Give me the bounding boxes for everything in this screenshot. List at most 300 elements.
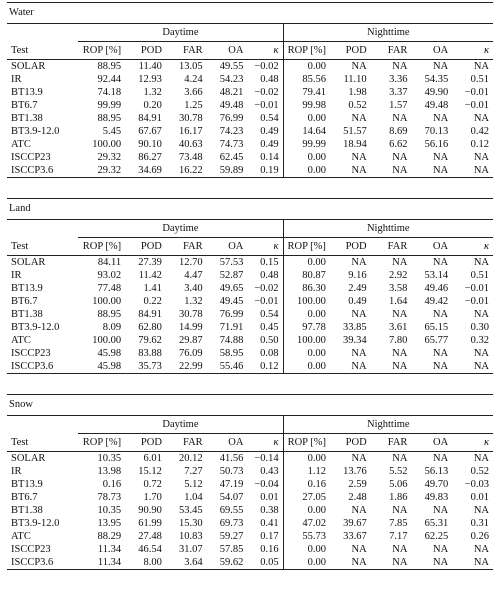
value-cell: NA (433, 505, 449, 516)
value-cell: 0.49 (348, 296, 367, 307)
value-cell: 11.34 (97, 544, 122, 555)
value-cell: 7.80 (388, 335, 408, 346)
value-cell: 56.16 (424, 139, 449, 150)
value-cell: 47.19 (219, 479, 244, 490)
value-cell: 30.78 (179, 113, 203, 124)
value-cell: 51.57 (343, 126, 367, 137)
value-cell: 41.56 (219, 453, 244, 464)
value-cell: 27.39 (138, 257, 162, 268)
value-cell: 0.00 (283, 543, 330, 556)
value-cell: NA (351, 257, 367, 268)
value-cell: 49.42 (424, 296, 449, 307)
value-cell: 0.12 (470, 139, 489, 150)
value-cell: NA (432, 257, 449, 268)
test-name-cell: BT3.9-12.0 (11, 126, 60, 137)
value-cell: 49.65 (219, 283, 244, 294)
value-cell: 56.13 (424, 466, 449, 477)
night-pod-header: POD (330, 42, 371, 60)
value-cell: 45.98 (97, 348, 122, 359)
value-cell: 0.72 (143, 479, 162, 490)
value-cell: NA (330, 360, 371, 374)
value-cell: 59.27 (219, 531, 244, 542)
test-name-cell: IR (11, 466, 22, 477)
night-oa-header: OA (411, 434, 452, 452)
value-cell: 8.00 (125, 556, 166, 570)
night-pod-header: POD (330, 238, 371, 256)
value-cell: 3.37 (389, 87, 408, 98)
value-cell: 0.54 (260, 309, 279, 320)
test-name-cell: ISCCP23 (11, 348, 51, 359)
value-cell: 22.99 (166, 360, 207, 374)
value-cell: −0.03 (464, 479, 489, 490)
value-cell: 0.14 (260, 152, 279, 163)
value-cell: 0.50 (260, 335, 279, 346)
value-cell: 76.09 (179, 348, 203, 359)
value-cell: −0.01 (254, 100, 279, 111)
value-cell: 0.16 (260, 544, 279, 555)
water-table (7, 2, 493, 178)
value-cell: 0.00 (283, 256, 330, 270)
night-kappa-header: κ (452, 434, 493, 452)
value-cell: 0.16 (283, 478, 330, 491)
value-cell: −0.14 (254, 453, 279, 464)
value-cell: 83.88 (138, 348, 162, 359)
land-table (7, 198, 493, 374)
value-cell: 76.99 (219, 113, 244, 124)
value-cell: 0.00 (283, 360, 330, 374)
value-cell: NA (351, 505, 367, 516)
day-oa-header: OA (207, 434, 248, 452)
value-cell: NA (330, 164, 371, 178)
table-row (7, 321, 493, 334)
value-cell: 76.99 (219, 309, 244, 320)
value-cell: NA (433, 152, 449, 163)
value-cell: 11.40 (138, 61, 162, 72)
value-cell: 86.27 (138, 152, 162, 163)
night-far-header: FAR (371, 238, 412, 256)
value-cell: NA (433, 544, 449, 555)
value-cell: 16.17 (179, 126, 203, 137)
value-cell: 90.90 (138, 505, 162, 516)
value-cell: NA (433, 113, 449, 124)
value-cell: 100.00 (283, 295, 330, 308)
table-row (7, 164, 493, 178)
day-oa-header: OA (207, 42, 248, 60)
test-name-cell: BT13.9 (11, 283, 43, 294)
test-name-cell: ISCCP3.6 (7, 556, 78, 570)
day-rop-header: ROP [%] (78, 238, 125, 256)
value-cell: NA (351, 309, 367, 320)
value-cell: 0.15 (260, 257, 279, 268)
value-cell: −0.02 (254, 283, 279, 294)
value-cell: NA (392, 257, 408, 268)
value-cell: 1.04 (184, 492, 203, 503)
value-cell: 15.30 (179, 518, 203, 529)
value-cell: 9.16 (348, 270, 367, 281)
value-cell: 0.52 (348, 100, 367, 111)
value-cell: 0.31 (470, 518, 489, 529)
value-cell: 0.43 (260, 466, 279, 477)
value-cell: 34.69 (125, 164, 166, 178)
day-far-header: FAR (166, 434, 207, 452)
test-name-cell: BT1.38 (11, 113, 43, 124)
test-name-cell: IR (11, 270, 22, 281)
value-cell: 39.67 (343, 518, 367, 529)
night-rop-header: ROP [%] (283, 238, 330, 256)
day-pod-header: POD (125, 434, 166, 452)
test-name-cell: BT6.7 (11, 296, 38, 307)
value-cell: 0.52 (470, 466, 489, 477)
value-cell: NA (330, 556, 371, 570)
value-cell: NA (452, 164, 493, 178)
day-kappa-header: κ (247, 42, 283, 60)
value-cell: NA (473, 505, 489, 516)
value-cell: NA (392, 544, 408, 555)
table-row (7, 452, 493, 466)
value-cell: 57.53 (219, 257, 244, 268)
value-cell: NA (432, 348, 449, 359)
table-row (7, 86, 493, 99)
value-cell: 57.85 (219, 544, 244, 555)
value-cell: 0.16 (102, 479, 122, 490)
test-column-header: Test (7, 434, 78, 452)
value-cell: 65.77 (424, 335, 449, 346)
value-cell: 12.70 (179, 257, 203, 268)
value-cell: NA (473, 348, 489, 359)
value-cell: 18.94 (343, 139, 367, 150)
value-cell: −0.01 (464, 283, 489, 294)
table-row (7, 295, 493, 308)
value-cell: 5.06 (389, 479, 408, 490)
value-cell: 69.55 (219, 505, 244, 516)
value-cell: −0.02 (254, 61, 279, 72)
night-far-header: FAR (371, 42, 412, 60)
value-cell: NA (351, 544, 367, 555)
value-cell: NA (473, 257, 489, 268)
value-cell: 88.95 (97, 61, 122, 72)
test-name-cell: BT13.9 (11, 87, 43, 98)
test-name-cell: ISCCP3.6 (7, 360, 78, 374)
value-cell: 54.23 (219, 74, 244, 85)
value-cell: −0.04 (254, 479, 279, 490)
value-cell: NA (371, 360, 412, 374)
table-row (7, 465, 493, 478)
value-cell: 0.32 (470, 335, 489, 346)
value-cell: 10.35 (97, 505, 122, 516)
value-cell: NA (392, 113, 408, 124)
night-kappa-header: κ (452, 42, 493, 60)
value-cell: 92.44 (97, 74, 122, 85)
value-cell: NA (392, 309, 408, 320)
test-name-cell: BT3.9-12.0 (11, 518, 60, 529)
day-oa-header: OA (207, 238, 248, 256)
header-spacer (7, 416, 78, 434)
value-cell: NA (392, 453, 408, 464)
test-column-header: Test (7, 238, 78, 256)
value-cell: 15.12 (138, 466, 162, 477)
value-cell: 0.49 (260, 139, 279, 150)
value-cell: 40.63 (179, 139, 203, 150)
value-cell: 74.18 (97, 87, 122, 98)
value-cell: NA (432, 309, 449, 320)
table-row (7, 360, 493, 374)
value-cell: 55.46 (207, 360, 248, 374)
value-cell: 2.59 (348, 479, 367, 490)
value-cell: NA (411, 164, 452, 178)
value-cell: 3.64 (166, 556, 207, 570)
value-cell: −0.01 (254, 296, 279, 307)
value-cell: 11.34 (78, 556, 125, 570)
table-row (7, 125, 493, 138)
value-cell: 84.91 (138, 309, 162, 320)
value-cell: NA (392, 505, 408, 516)
night-kappa-header: κ (452, 238, 493, 256)
value-cell: 1.70 (143, 492, 162, 503)
value-cell: 1.12 (283, 465, 330, 478)
snow-table (7, 394, 493, 570)
value-cell: 3.66 (184, 87, 203, 98)
value-cell: 0.08 (260, 348, 279, 359)
value-cell: 13.05 (179, 61, 203, 72)
value-cell: 1.64 (388, 296, 408, 307)
table-row (7, 530, 493, 543)
value-cell: 0.00 (283, 112, 330, 125)
value-cell: 11.10 (343, 74, 367, 85)
value-cell: 62.45 (219, 152, 244, 163)
value-cell: 1.32 (184, 296, 203, 307)
value-cell: 7.17 (389, 531, 408, 542)
value-cell: NA (392, 348, 408, 359)
value-cell: 53.14 (424, 270, 449, 281)
table-row (7, 60, 493, 74)
night-far-header: FAR (371, 434, 412, 452)
value-cell: 4.24 (184, 74, 203, 85)
table-row (7, 478, 493, 491)
value-cell: 5.12 (184, 479, 203, 490)
value-cell: 13.95 (97, 518, 122, 529)
value-cell: 59.62 (207, 556, 248, 570)
nighttime-header: Nighttime (283, 24, 493, 42)
value-cell: 53.45 (179, 505, 203, 516)
value-cell: 29.32 (78, 164, 125, 178)
day-far-header: FAR (166, 238, 207, 256)
value-cell: 0.00 (283, 151, 330, 164)
daytime-header: Daytime (78, 220, 283, 238)
value-cell: 49.83 (424, 492, 449, 503)
value-cell: 33.67 (343, 531, 367, 542)
value-cell: 0.01 (470, 492, 489, 503)
value-cell: 0.54 (260, 113, 279, 124)
test-name-cell: IR (11, 74, 22, 85)
value-cell: 8.69 (389, 126, 408, 137)
value-cell: −0.02 (254, 87, 279, 98)
test-name-cell: BT1.38 (11, 505, 43, 516)
value-cell: 2.92 (388, 270, 408, 281)
value-cell: 35.73 (125, 360, 166, 374)
value-cell: NA (473, 544, 489, 555)
value-cell: 55.73 (283, 530, 330, 543)
section-title: Snow (7, 395, 493, 416)
day-rop-header: ROP [%] (78, 434, 125, 452)
value-cell: 77.48 (97, 283, 122, 294)
value-cell: 0.41 (260, 518, 279, 529)
value-cell: 1.41 (143, 283, 162, 294)
value-cell: 7.27 (184, 466, 203, 477)
value-cell: 70.13 (424, 126, 449, 137)
value-cell: 8.09 (102, 322, 122, 333)
value-cell: 0.01 (260, 492, 279, 503)
value-cell: 100.00 (283, 334, 330, 347)
value-cell: NA (392, 61, 408, 72)
value-cell: 0.51 (470, 74, 489, 85)
value-cell: NA (473, 152, 489, 163)
value-cell: 54.35 (424, 74, 449, 85)
value-cell: 0.26 (470, 531, 489, 542)
value-cell: 52.87 (219, 270, 244, 281)
value-cell: 3.61 (388, 322, 408, 333)
value-cell: 27.48 (138, 531, 162, 542)
section-title: Water (7, 3, 493, 24)
value-cell: −0.01 (464, 87, 489, 98)
value-cell: 73.48 (179, 152, 203, 163)
value-cell: 5.52 (389, 466, 408, 477)
table-row (7, 73, 493, 86)
test-name-cell: SOLAR (11, 61, 46, 72)
test-name-cell: SOLAR (11, 453, 46, 464)
table-row (7, 308, 493, 321)
value-cell: 0.00 (283, 308, 330, 321)
test-name-cell: BT3.9-12.0 (11, 322, 60, 333)
table-row (7, 151, 493, 164)
value-cell: 99.99 (97, 100, 122, 111)
value-cell: 0.48 (260, 270, 279, 281)
value-cell: 0.17 (260, 531, 279, 542)
test-name-cell: ISCCP3.6 (7, 164, 78, 178)
table-row (7, 543, 493, 556)
value-cell: 4.47 (184, 270, 203, 281)
value-cell: 0.00 (283, 164, 330, 178)
value-cell: NA (371, 164, 412, 178)
value-cell: 10.83 (179, 531, 203, 542)
value-cell: 0.30 (470, 322, 489, 333)
value-cell: 62.25 (424, 531, 449, 542)
value-cell: 0.00 (283, 556, 330, 570)
header-spacer (7, 220, 78, 238)
value-cell: 29.32 (97, 152, 122, 163)
value-cell: 12.93 (138, 74, 162, 85)
value-cell: 20.12 (179, 453, 203, 464)
table-row (7, 112, 493, 125)
value-cell: 90.10 (138, 139, 162, 150)
table-row (7, 504, 493, 517)
value-cell: NA (473, 113, 489, 124)
value-cell: 59.89 (207, 164, 248, 178)
value-cell: NA (351, 61, 367, 72)
value-cell: 88.29 (97, 531, 122, 542)
value-cell: NA (473, 309, 489, 320)
value-cell: 74.23 (219, 126, 244, 137)
value-cell: 33.85 (342, 322, 367, 333)
value-cell: 14.99 (179, 322, 203, 333)
value-cell: 7.85 (389, 518, 408, 529)
value-cell: 97.78 (283, 321, 330, 334)
value-cell: 49.48 (219, 100, 244, 111)
value-cell: 0.05 (247, 556, 283, 570)
daytime-header: Daytime (78, 24, 283, 42)
table-row (7, 99, 493, 112)
value-cell: NA (351, 348, 367, 359)
value-cell: NA (351, 152, 367, 163)
value-cell: 39.34 (342, 335, 367, 346)
value-cell: 3.40 (184, 283, 203, 294)
value-cell: 61.99 (138, 518, 162, 529)
value-cell: 0.51 (470, 270, 489, 281)
value-cell: NA (473, 61, 489, 72)
daytime-header: Daytime (78, 416, 283, 434)
value-cell: 0.00 (283, 347, 330, 360)
day-kappa-header: κ (247, 434, 283, 452)
value-cell: 10.35 (97, 453, 122, 464)
value-cell: NA (351, 113, 367, 124)
value-cell: 31.07 (179, 544, 203, 555)
nighttime-header: Nighttime (283, 416, 493, 434)
value-cell: 1.86 (389, 492, 408, 503)
value-cell: 49.90 (424, 87, 449, 98)
value-cell: 54.07 (219, 492, 244, 503)
value-cell: 0.00 (283, 452, 330, 466)
section-title: Land (7, 199, 493, 220)
value-cell: 13.98 (97, 466, 122, 477)
table-row (7, 138, 493, 151)
value-cell: 0.19 (247, 164, 283, 178)
value-cell: 79.62 (138, 335, 162, 346)
value-cell: 3.58 (388, 283, 408, 294)
night-oa-header: OA (411, 238, 452, 256)
value-cell: 0.49 (260, 126, 279, 137)
table-row (7, 517, 493, 530)
table-row (7, 556, 493, 570)
test-name-cell: ATC (11, 139, 31, 150)
value-cell: 5.45 (102, 126, 122, 137)
value-cell: 0.45 (260, 322, 279, 333)
value-cell: 6.01 (143, 453, 162, 464)
test-name-cell: BT13.9 (11, 479, 43, 490)
value-cell: 84.11 (97, 257, 122, 268)
day-far-header: FAR (166, 42, 207, 60)
value-cell: 49.46 (424, 283, 449, 294)
table-row (7, 334, 493, 347)
value-cell: 45.98 (78, 360, 125, 374)
night-oa-header: OA (411, 42, 452, 60)
value-cell: 99.98 (283, 99, 330, 112)
test-name-cell: SOLAR (11, 257, 46, 268)
day-rop-header: ROP [%] (78, 42, 125, 60)
value-cell: 78.73 (97, 492, 122, 503)
value-cell: 79.41 (283, 86, 330, 99)
value-cell: 86.30 (283, 282, 330, 295)
value-cell: 85.56 (283, 73, 330, 86)
value-cell: 88.95 (97, 309, 122, 320)
table-row (7, 269, 493, 282)
value-cell: 100.00 (92, 296, 122, 307)
value-cell: 49.70 (424, 479, 449, 490)
value-cell: 11.42 (138, 270, 162, 281)
night-pod-header: POD (330, 434, 371, 452)
value-cell: 58.95 (219, 348, 244, 359)
value-cell: 0.48 (260, 74, 279, 85)
value-cell: 88.95 (97, 113, 122, 124)
value-cell: 0.00 (283, 60, 330, 74)
